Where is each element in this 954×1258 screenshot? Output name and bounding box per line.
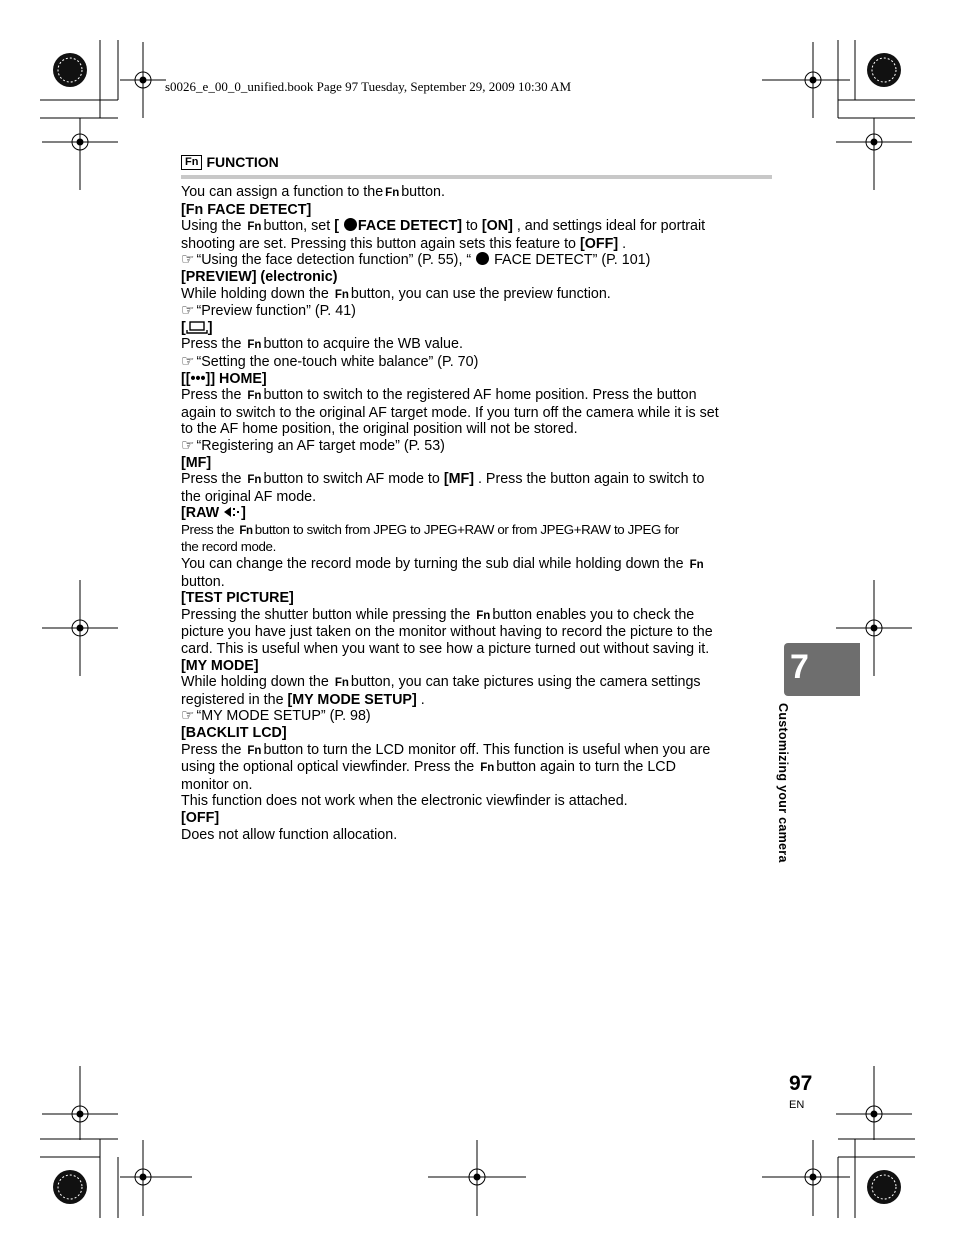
book-header: s0026_e_00_0_unified.book Page 97 Tuesday, September 29, 2009 10:30 AM [165, 79, 572, 94]
chapter-label [776, 703, 806, 879]
fn-icon: Fn [480, 762, 495, 775]
face-detect-icon [476, 252, 489, 265]
cross-reference: ☞ “Using the face detection function” (P. 55), “ FACE DETECT” (P. 101) [181, 252, 773, 269]
item-heading-off: [OFF] [181, 809, 220, 826]
intro-post: button. [401, 184, 445, 200]
fn-icon: Fn [334, 288, 349, 301]
intro-pre: You can assign a function to the [181, 184, 384, 200]
fn-icon: Fn [247, 474, 262, 487]
cross-reference: ☞ “Preview function” (P. 41) [181, 303, 773, 320]
item-heading-my-mode: [MY MODE] [181, 657, 259, 674]
fn-icon: Fn [385, 187, 400, 199]
section-title [181, 154, 279, 170]
one-touch-wb-icon [186, 321, 208, 334]
section-rule [181, 175, 772, 179]
af-target-icon: [•••] [185, 370, 211, 387]
face-detect-icon [344, 218, 357, 231]
chapter-number: 7 [790, 648, 809, 686]
page-language: EN [789, 1099, 805, 1111]
fn-icon: Fn [334, 677, 349, 690]
page-number: 97 [789, 1072, 813, 1095]
item-body: Using the Fn button, set [ FACE DETECT] to [ON] , and settings ideal for portrait [181, 218, 706, 235]
page-content: You can assign a function to the Fn button. [Fn FACE DETECT] Using the Fn button, set [ FACE DETECT] to [ON] , and settings ideal for portrait shooting are set. Pressing this button again sets this feature to [OFF] . ☞ “Using the face detection function” (P. 55), “ FACE DETECT” (P. 101) [PREVIEW] (electronic) While holding down the Fn button, you can use the preview function. ☞ “Preview function” (P. 41) [ ] Press the Fn button to acquire the WB value. ☞ “Setting the one-touch white balance” (P. 70) [[•••]] HOME] Press the Fn button to switch to the registered AF home position. Press the button again to switch to the original AF target mode. If you turn off the camera while it is set to the AF home position, the original position will not be stored. ☞ “Registering an AF target mode” (P. 53) [MF] Press the Fn button to switch AF mode to [MF] . Press the button again to switch to the original AF mode. [RAW ] Press the Fn button to switch from JPEG to JPEG+RAW or from JPEG+RAW to JPEG for the record mode. You can change the record mode by turning the sub dial while holding down the Fn button. [TEST PICTURE] Pressing the shutter button while pressing the Fn button enables you to check the picture you have just taken on the monitor without having to record the picture to the card. This is useful when you want to see how a picture turned out without saving it. [MY MODE] While holding down the Fn button, you can take pictures using the camera settings registered in the [MY MODE SETUP] . ☞ “MY MODE SETUP” (P. 98) [BACKLIT LCD] Press the Fn button to turn the LCD monitor off. This function is useful when you are using the optional optical viewfinder. Press the Fn button again to turn the LCD monitor on. This function does not work when the electronic viewfinder is attached. [OFF] Does not allow function allocation. [181, 184, 773, 843]
item-heading-preview: [PREVIEW] (electronic) [181, 268, 338, 285]
cross-reference: ☞ “Registering an AF target mode” (P. 53) [181, 438, 773, 455]
fn-icon: Fn [247, 339, 262, 352]
item-heading-test-picture: [TEST PICTURE] [181, 590, 294, 607]
section-title-text: FUNCTION [206, 154, 279, 170]
chapter-label-text: Customizing your camera [776, 703, 790, 863]
item-heading-wb: [ ] [181, 319, 213, 336]
item-heading-home: [[•••]] HOME] [181, 370, 267, 387]
item-heading-raw: [RAW ] [181, 505, 246, 522]
fn-icon: Fn [476, 609, 491, 622]
item-heading-face-detect: [Fn FACE DETECT] [181, 201, 312, 218]
fn-icon: Fn [247, 390, 262, 403]
fn-icon: Fn [239, 524, 253, 537]
cross-reference: ☞ “MY MODE SETUP” (P. 98) [181, 708, 773, 725]
item-heading-backlit-lcd: [BACKLIT LCD] [181, 725, 287, 741]
fn-icon: Fn [689, 559, 704, 572]
fn-button-icon: Fn [181, 155, 202, 170]
fn-icon: Fn [247, 221, 262, 234]
raw-quality-icon [223, 506, 241, 518]
intro-text [181, 184, 773, 202]
fn-icon: Fn [247, 744, 262, 757]
item-heading-mf: [MF] [181, 454, 212, 471]
cross-reference: ☞ “Setting the one-touch white balance” (P. 70) [181, 354, 773, 371]
